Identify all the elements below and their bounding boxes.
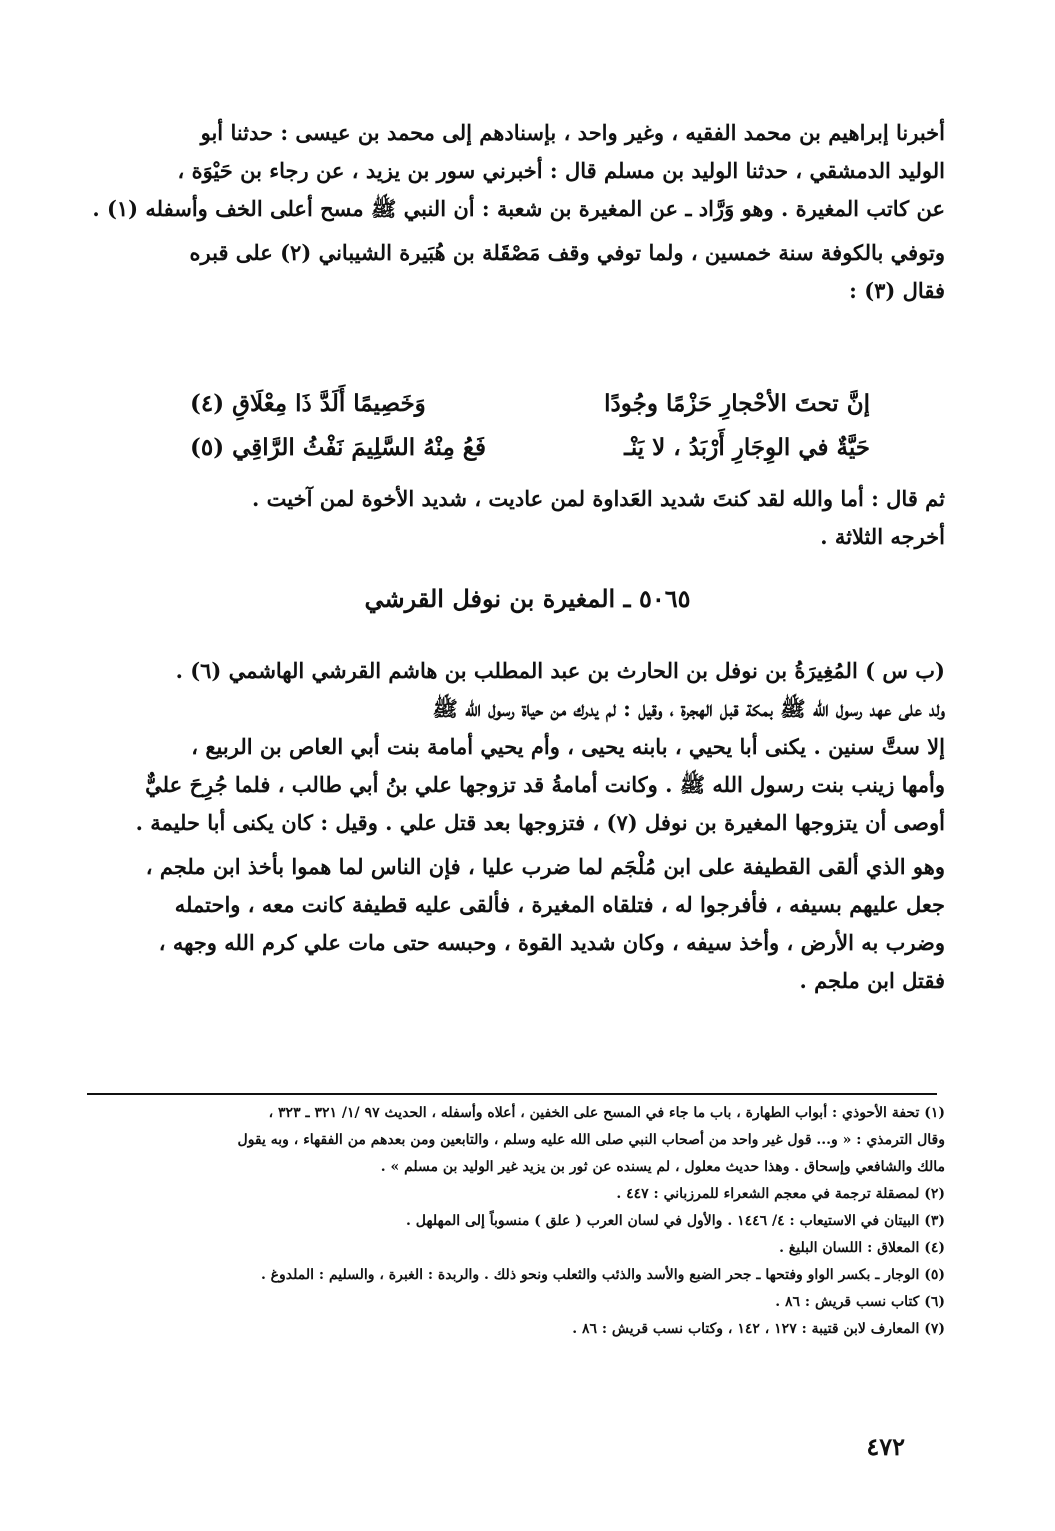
verse-second-hemistich: فَعُ مِنْهُ السَّلِيمَ نَفْثُ الرَّاقِي (٥) <box>190 434 487 461</box>
verse-first-hemistich: حَيَّةٌ في الوِجَارِ أَرْبَدُ ، لا يَنْـ <box>624 434 870 461</box>
intro-paragraph <box>92 114 945 310</box>
footnotes <box>108 1100 945 1343</box>
text-line: عن كاتب المغيرة . وهو وَرَّاد ـ عن المغيرة بن شعبة : أن النبي ﷺ مسح أعلى الخف وأسفله (١) . <box>92 196 945 221</box>
footnote-divider <box>87 1093 937 1095</box>
entry-heading: ٥٠٦٥ ـ المغيرة بن نوفل القرشي <box>364 584 691 613</box>
poem-verse <box>190 426 870 470</box>
footnote-line: (٦) كتاب نسب قريش : ٨٦ . <box>775 1294 945 1310</box>
footnote-line: وقال الترمذي : « و... قول غير واحد من أصحاب النبي صلى الله عليه وسلم ، والتابعين ومن بعدهم من الفقهاء ، وبه يقول <box>237 1132 945 1148</box>
text-line: فقال (٣) : <box>849 278 945 303</box>
poem <box>190 382 870 470</box>
text-line: الوليد الدمشقي ، حدثنا الوليد بن مسلم قال : أخبرني سور بن يزيد ، عن رجاء بن حَيْوَة ، <box>177 158 945 183</box>
footnote-line: (٣) البيتان في الاستيعاب : ٤/ ١٤٤٦ . والأول في لسان العرب ( علق ) منسوباً إلى المهلهل . <box>406 1213 945 1229</box>
footnote-line: (٢) لمصقلة ترجمة في معجم الشعراء للمرزباني : ٤٤٧ . <box>616 1186 945 1202</box>
footnote-line: (٧) المعارف لابن قتيبة : ١٢٧ ، ١٤٢ ، وكتاب نسب قريش : ٨٦ . <box>572 1321 945 1337</box>
text-line: وأمها زينب بنت رسول الله ﷺ . وكانت أمامةُ قد تزوجها علي بنُ أبي طالب ، فلما جُرِحَ عليٌّ <box>145 772 945 797</box>
text-line: (ب س ) المُغِيرَةُ بن نوفل بن الحارث بن عبد المطلب بن هاشم القرشي الهاشمي (٦) . <box>175 658 945 683</box>
text-line: أوصى أن يتزوجها المغيرة بن نوفل (٧) ، فتزوجها بعد قتل علي . وقيل : كان يكنى أبا حليمة . <box>135 810 945 835</box>
text-line: أخرجه الثلاثة . <box>820 524 945 549</box>
text-line: ثم قال : أما والله لقد كنتَ شديد العَداوة لمن عاديت ، شديد الأخوة لمن آخيت . <box>252 486 945 511</box>
text-line: ولد على عهد رسول الله ﷺ بمكة قبل الهجرة ، وقيل : لم يدرك من حياة رسول الله ﷺ <box>432 696 945 721</box>
footnote-line: مالك والشافعي وإسحاق . وهذا حديث معلول ، لم يسنده عن ثور بن يزيد غير الوليد بن مسلم » . <box>380 1159 945 1175</box>
text-line: أخبرنا إبراهيم بن محمد الفقيه ، وغير واحد ، بإسنادهم إلى محمد بن عيسى : حدثنا أبو <box>200 120 945 145</box>
verse-first-hemistich: إنَّ تحتَ الأحْجارِ حَزْمًا وجُودًا <box>604 390 870 417</box>
footnote-line: (٤) المعلاق : اللسان البليغ . <box>779 1240 945 1256</box>
text-line: إلا ستَّ سنين . يكنى أبا يحيي ، بابنه يحيى ، وأم يحيي أمامة بنت أبي العاص بن الربيع ، <box>191 734 945 759</box>
footnote-line: (١) تحفة الأحوذي : أبواب الطهارة ، باب ما جاء في المسح على الخفين ، أعلاه وأسفله ، الحديث ٩٧ /١/ ٣٢١ ـ ٣٢٣ ، <box>268 1105 945 1121</box>
text-line: وتوفي بالكوفة سنة خمسين ، ولما توفي وقف مَصْقَلة بن هُبَيرة الشيباني (٢) على قبره <box>189 240 945 265</box>
text-line: وضرب به الأرض ، وأخذ سيفه ، وكان شديد القوة ، وحبسه حتى مات علي كرم الله وجهه ، <box>158 930 945 955</box>
poem-verse <box>190 382 870 426</box>
text-line: وهو الذي ألقى القطيفة على ابن مُلْجَم لما ضرب عليا ، فإن الناس لما هموا بأخذ ابن ملجم ، <box>145 854 945 879</box>
text-line: فقتل ابن ملجم . <box>799 968 945 993</box>
page-number: ٤٧٢ <box>866 1432 905 1461</box>
text-line: جعل عليهم بسيفه ، فأفرجوا له ، فتلقاه المغيرة ، فألقى عليه قطيفة كانت معه ، واحتمله <box>174 892 945 917</box>
entry-paragraph <box>108 652 945 1000</box>
verse-second-hemistich: وَخَصِيمًا أَلَدَّ ذَا مِعْلَاقِ (٤) <box>190 390 426 417</box>
after-poem-paragraph <box>108 480 945 556</box>
footnote-line: (٥) الوجار ـ بكسر الواو وفتحها ـ جحر الضبع والأسد والذئب والثعلب ونحو ذلك . والربدة : الغبرة ، والسليم : الملدوغ . <box>260 1267 945 1283</box>
